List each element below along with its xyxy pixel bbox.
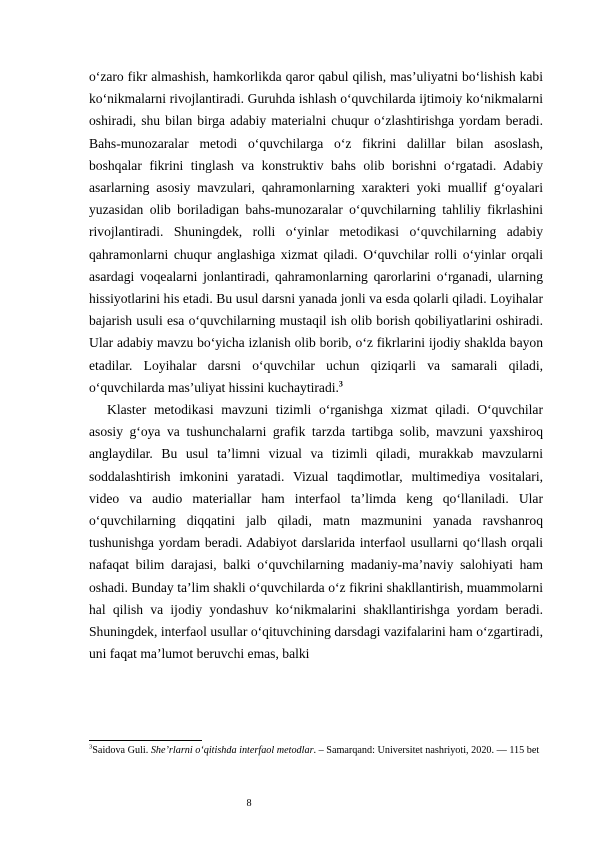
footnote-reference[interactable]: 3 bbox=[338, 379, 343, 389]
footnote-author: Saidova Guli. bbox=[92, 745, 149, 756]
body-paragraph-2: Klaster metodikasi mavzuni tizimli o‘rganishga xizmat qiladi. O‘quvchilar asosiy g‘oya va tushunchalarni grafik tarzda tartibga solib, mavzuni yaxshiroq anglaydilar. Bu usul ta’limni vizual va tizimli qiladi, murakkab mavzularni soddalashtirish imkonini yaratadi. Vizual taqdimotlar, multimediya vositalari, video va audio materiallar ham interfaol ta’limda keng qo‘llaniladi. Ular o‘quvchilarning diqqatini jalb qiladi, matn mazmunini yanada ravshanroq tushunishga yordam beradi. Adabiyot darslarida interfaol usullarni qo‘llash orqali nafaqat bilim darajasi, balki o‘quvchilarning madaniy-ma’naviy salohiyati ham oshadi. Bunday ta’lim shakli o‘quvchilarda o‘z fikrini shakllantirish, muammolarni hal qilish va ijodiy yondashuv ko‘nikmalarini shakllantirishga yordam beradi. Shuningdek, interfaol usullar o‘qituvchining darsdagi vazifalarini ham o‘zgartiradi, uni faqat ma’lumot beruvchi emas, balki bbox=[89, 402, 543, 662]
page-number: 8 bbox=[246, 798, 252, 809]
footnote-title: She’rlarni o‘qitishda interfaol metodlar bbox=[150, 745, 314, 756]
document-body bbox=[89, 66, 543, 665]
footnote bbox=[89, 744, 543, 757]
paragraph-1-text: o‘zaro fikr almashish, hamkorlikda qaror qabul qilish, mas’uliyatni bo‘lishish kabi ko‘nikmalarni rivojlantiradi. Guruhda ishlash o‘quvchilarda ijtimoiy ko‘nikmalarni oshiradi, shu bilan birga adabiy materialni chuqur o‘zlashtirishga yordam beradi. Bahs-munozaralar metodi o‘quvchilarga o‘z fikrini dalillar bilan asoslash, boshqalar fikrini tinglash va konstruktiv bahs olib borishni o‘rgatadi. Adabiy asarlarning asosiy mavzulari, qahramonlarning xarakteri yoki muallif g‘oyalari yuzasidan olib boriladigan bahs-munozaralar o‘quvchilarning tahliliy fikrlashini rivojlantiradi. Shuningdek, rolli o‘yinlar metodikasi o‘quvchilarning adabiy qahramonlarni chuqur anglashiga xizmat qiladi. O‘quvchilar rolli o‘yinlar orqali asardagi voqealarni jonlantiradi, qahramonlarning qarorlarini o‘rganadi, ularning hissiyotlarini his etadi. Bu usul darsni yanada jonli va esda qolarli qiladi. Loyihalar bajarish usuli esa o‘quvchilarning mustaqil ish olib borish qobiliyatlarini oshiradi. Ular adabiy mavzu bo‘yicha izlanish olib borib, o‘z fikrlarini ijodiy shaklda bayon etadilar. Loyihalar darsni o‘quvchilar uchun qiziqarli va samarali qiladi, o‘quvchilarda mas’uliyat hissini kuchaytiradi. bbox=[89, 69, 543, 395]
body-paragraph-1 bbox=[89, 66, 543, 399]
footnote-separator bbox=[89, 740, 202, 741]
footnote-publication: . – Samarqand: Universitet nashriyoti, 2020. — 115 bet bbox=[313, 745, 540, 756]
footnote-marker: 3 bbox=[89, 743, 93, 751]
